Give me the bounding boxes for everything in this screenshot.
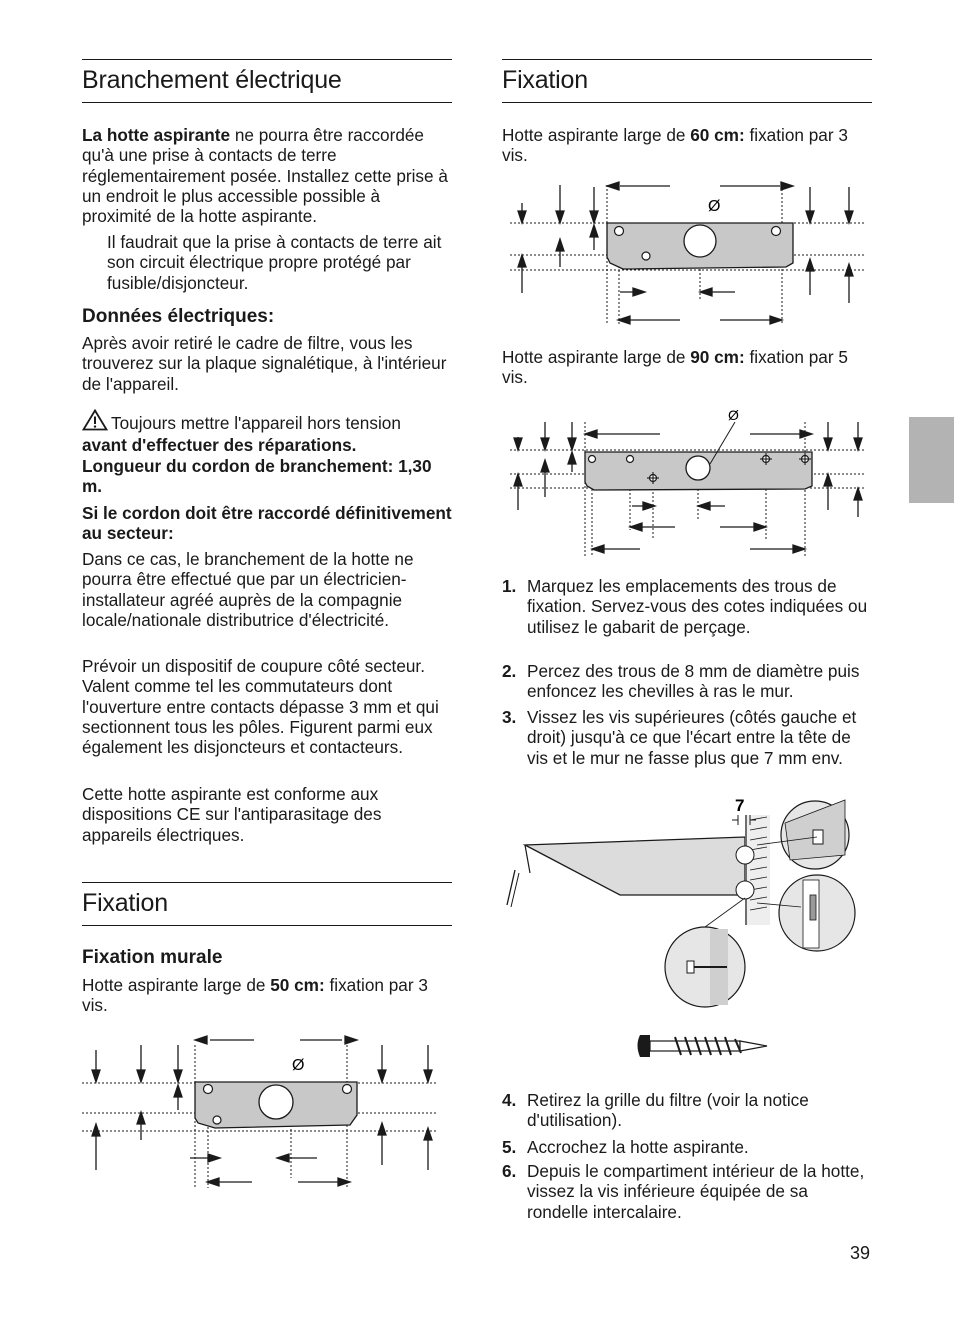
width-60-pre: Hotte aspirante large de — [502, 125, 691, 145]
width-50-pre: Hotte aspirante large de — [82, 975, 271, 995]
diagram-90cm — [510, 402, 865, 562]
step-text: Accrochez la hotte aspirante. — [527, 1137, 749, 1157]
hood-body — [525, 837, 745, 895]
fixed-connection-heading: Si le cordon doit être raccordé définitivement au secteur: — [82, 503, 452, 544]
width-90-pre: Hotte aspirante large de — [502, 347, 691, 367]
width-90-post: fixation par 5 vis. — [502, 347, 848, 388]
indent-note: Il faudrait que la prise à contacts de terre ait son circuit électrique propre protégé par fusible/disjoncteur. — [107, 232, 442, 293]
width-60-text — [502, 125, 872, 166]
width-90-bold: 90 cm: — [690, 347, 745, 367]
heading-text: Branchement électrique — [82, 66, 342, 94]
section-heading-fixation-right — [502, 59, 872, 103]
warning-paragraph — [82, 409, 452, 456]
step-text: Vissez les vis supérieures (côtés gauche et droit) jusqu'à ce que l'écart entre la tête de vis et le mur ne fasse plus que 7 mm env. — [527, 707, 857, 768]
step-text: Marquez les emplacements des trous de fixation. Servez-vous des cotes indiquées ou utilisez le gabarit de perçage. — [527, 576, 868, 637]
step-text: Depuis le compartiment intérieur de la hotte, vissez la vis inférieure équipée de sa rondelle intercalaire. — [527, 1161, 865, 1222]
heading-text: Fixation — [82, 889, 168, 917]
page-number: 39 — [850, 1243, 871, 1263]
section-heading-branchement — [82, 59, 452, 103]
gap-dimension-label: 7 — [735, 796, 745, 815]
diameter-label: Ø — [292, 1057, 305, 1074]
warning-triangle-icon — [82, 409, 108, 435]
width-50-bold: 50 cm: — [270, 975, 325, 995]
exhaust-hole — [259, 1085, 293, 1119]
diameter-label: Ø — [708, 198, 721, 215]
murale-heading: Fixation murale — [82, 947, 223, 968]
paragraph-cutoff: Prévoir un dispositif de coupure côté secteur. Valent comme tel les commutateurs dont l'ouverture entre contacts dépasse 3 mm et qui sectionnent tous les pôles. Figurent parmi eux également les disjoncteurs et contacteurs. — [82, 656, 439, 758]
diagram-50cm — [82, 1030, 442, 1200]
intro-paragraph — [82, 125, 452, 226]
heading-text: Fixation — [502, 66, 588, 94]
step-number: 5. — [502, 1137, 517, 1157]
intro-bold: La hotte aspirante — [82, 125, 231, 145]
warning-bold: avant d'effectuer des réparations. — [82, 435, 357, 456]
exhaust-hole — [684, 225, 716, 257]
diameter-label: Ø — [728, 407, 739, 423]
width-60-post: fixation par 3 vis. — [502, 125, 848, 166]
intro-text: ne pourra être raccordée qu'à une prise à contacts de terre réglementairement posée. Installez cette prise à un endroit le plus accessible possible à proximité de la hotte aspirante. — [82, 125, 448, 227]
warning-text: Toujours mettre l'appareil hors tension — [111, 413, 401, 433]
chapter-tab — [909, 417, 954, 503]
donnees-heading: Données électriques: — [82, 306, 275, 327]
step-text: Retirez la grille du filtre (voir la notice d'utilisation). — [527, 1090, 809, 1131]
paragraph-electrician: Dans ce cas, le branchement de la hotte ne pourra être effectué que par un électricien-installateur agréé auprès de la compagnie locale/nationale distributrice d'électricité. — [82, 549, 414, 630]
paragraph-ce: Cette hotte aspirante est conforme aux dispositions CE sur l'antiparasitage des appareils électriques. — [82, 784, 382, 845]
step-text: Percez des trous de 8 mm de diamètre puis enfoncez les chevilles à ras le mur. — [527, 661, 860, 702]
exhaust-hole — [686, 456, 710, 480]
cord-length: Longueur du cordon de branchement: 1,30 m. — [82, 456, 432, 497]
width-60-bold: 60 cm: — [690, 125, 745, 145]
step-number: 3. — [502, 707, 517, 727]
section-heading-fixation-left — [82, 882, 452, 926]
width-50-post: fixation par 3 vis. — [82, 975, 428, 1016]
diagram-60cm — [510, 175, 865, 335]
step-number: 1. — [502, 576, 517, 596]
mounting-detail-illustration — [505, 795, 865, 1075]
donnees-text: Après avoir retiré le cadre de filtre, vous les trouverez sur la plaque signalétique, à l'intérieur de l'appareil. — [82, 333, 447, 394]
width-90-text — [502, 347, 872, 388]
step-number: 2. — [502, 661, 517, 681]
step-number: 6. — [502, 1161, 517, 1181]
width-50-text — [82, 975, 452, 1016]
screw-icon — [638, 1035, 768, 1057]
step-number: 4. — [502, 1090, 517, 1110]
